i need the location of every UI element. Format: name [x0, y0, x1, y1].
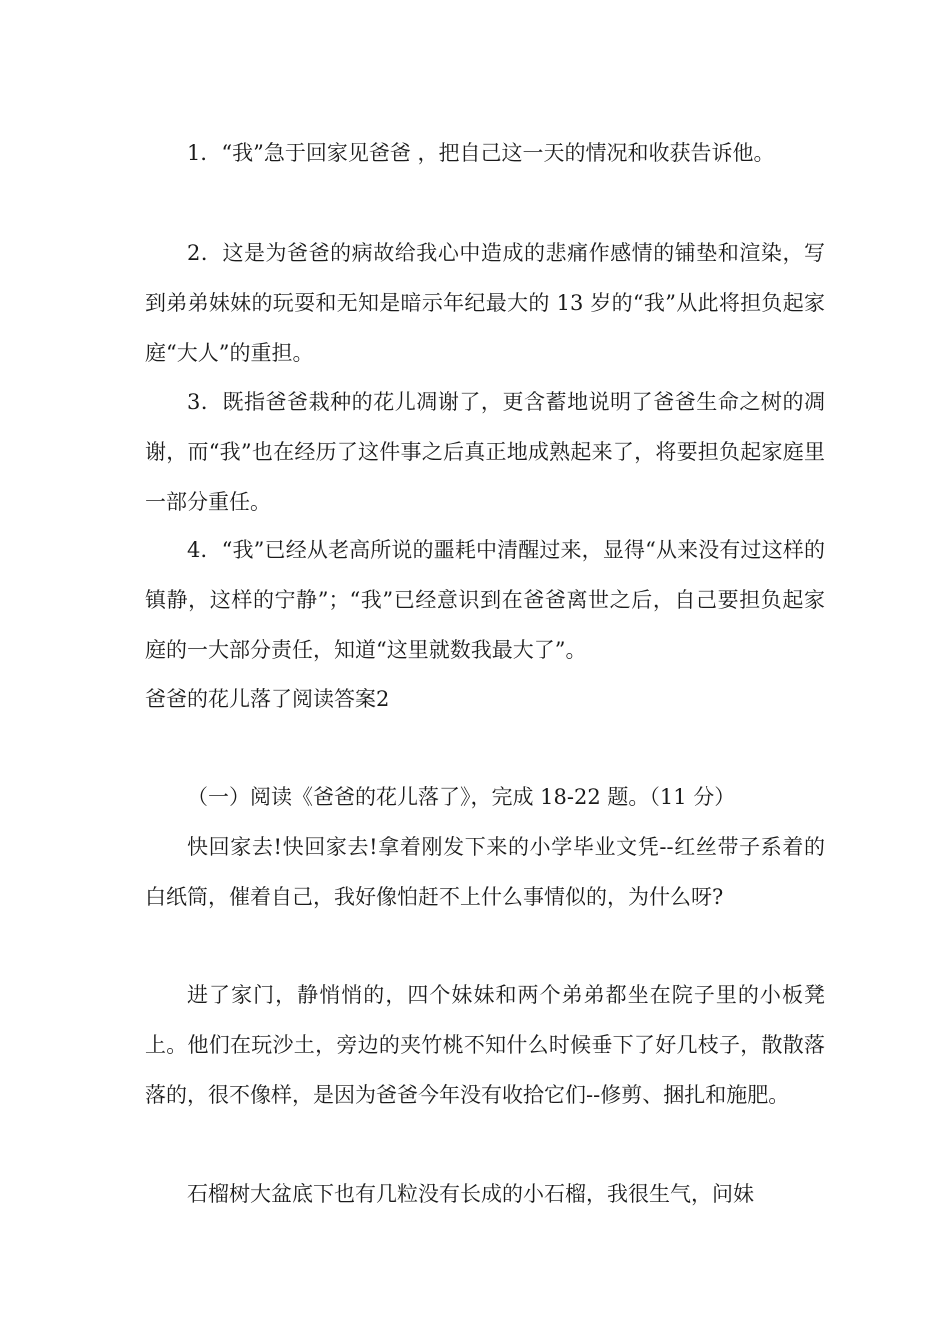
passage-paragraph-3: 石榴树大盆底下也有几粒没有长成的小石榴，我很生气，问妹: [187, 1182, 754, 1206]
answer-2: 2．这是为爸爸的病故给我心中造成的悲痛作感情的铺垫和渲染，写到弟弟妹妹的玩耍和无知是暗示年纪最大的 13 岁的“我”从此将担负起家庭“大人”的重担。: [145, 241, 825, 365]
passage-paragraph-1: 快回家去!快回家去!拿着刚发下来的小学毕业文凭--红丝带子系着的白纸筒，催着自己，我好像怕赶不上什么事情似的，为什么呀?: [145, 835, 825, 909]
section-title: 爸爸的花儿落了阅读答案2: [145, 687, 390, 711]
answer-1: 1．“我”急于回家见爸爸 ，把自己这一天的情况和收获告诉他。: [187, 141, 775, 165]
answer-3: 3．既指爸爸栽种的花儿凋谢了，更含蓄地说明了爸爸生命之树的凋谢，而“我”也在经历了这件事之后真正地成熟起来了，将要担负起家庭里一部分重任。: [145, 390, 825, 514]
passage-paragraph-2: 进了家门，静悄悄的，四个妹妹和两个弟弟都坐在院子里的小板凳上。他们在玩沙土，旁边的夹竹桃不知什么时候垂下了好几枝子，散散落落的，很不像样，是因为爸爸今年没有收拾它们--修剪、捆扎和施肥。: [145, 983, 825, 1107]
passage-intro: （一）阅读《爸爸的花儿落了》，完成 18-22 题。（11 分）: [187, 785, 736, 809]
answer-4: 4．“我”已经从老高所说的噩耗中清醒过来，显得“从来没有过这样的镇静，这样的宁静”；“我”已经意识到在爸爸离世之后，自己要担负起家庭的一大部分责任，知道“这里就数我最大了”。: [145, 538, 825, 662]
